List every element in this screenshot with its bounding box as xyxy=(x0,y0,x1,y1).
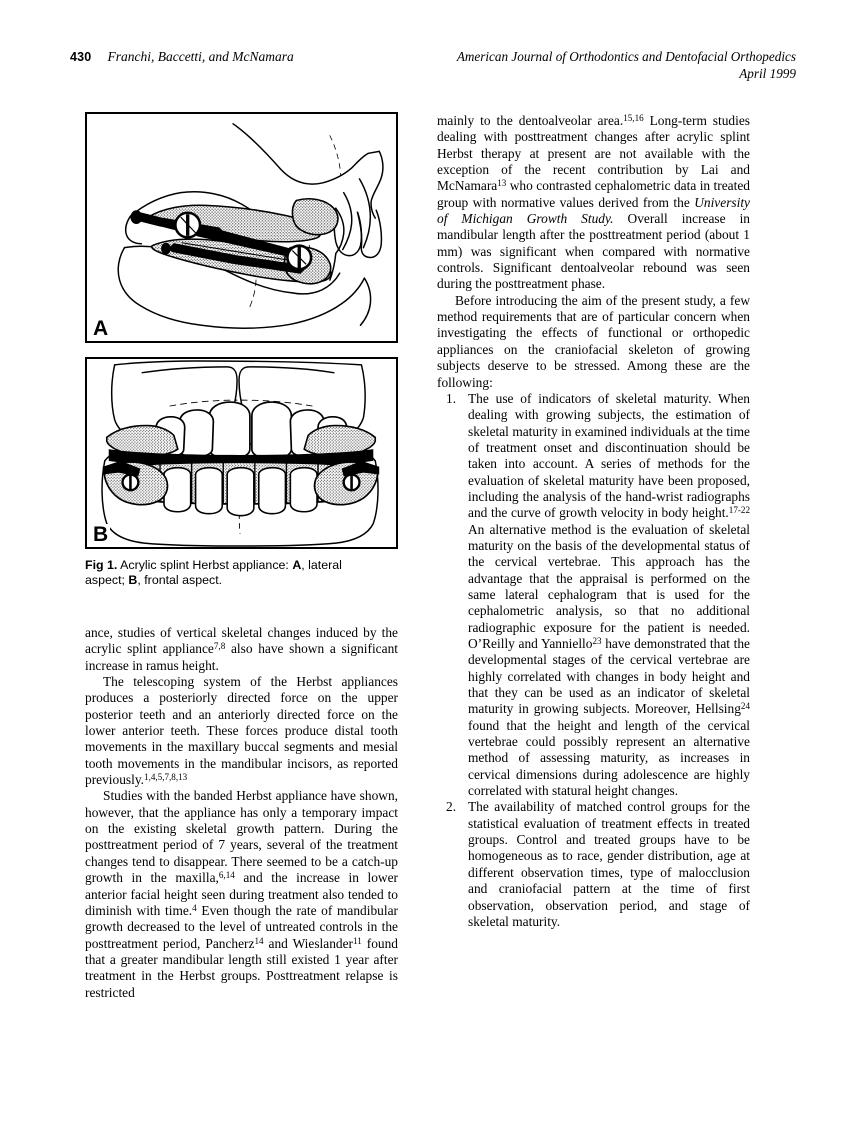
citation-ref: 23 xyxy=(592,636,602,646)
cited-study-title: University of Michigan Growth Study. xyxy=(437,194,750,227)
page-number: 430 xyxy=(70,50,92,64)
para-1-text: ance, studies of vertical skeletal changes induced by the acrylic splint appliance xyxy=(85,625,398,657)
list-item-number: 1. xyxy=(446,390,457,406)
issue-date: April 1999 xyxy=(739,66,796,81)
citation-ref: 1,4,5,7,8,13 xyxy=(144,772,188,783)
figure-panel-a xyxy=(85,112,398,343)
rpara-1-d: Overall increase in mandibular length after the posttreatment period (about 1 mm) was significant when compared with normative controls. Significant dentoalveolar rebound was seen during the posttreatment phase. xyxy=(437,211,750,292)
list-item-text-b: An alternative method is the evaluation of skeletal maturity on the basis of the developmental status of the cervical vertebrae. This approach has the advantage that the appraisal is performed on the same lateral cephalogram that is used for the cephalometric analysis, so that no additional radiographic exposure for the patient is needed. O’Reilly and Yanniello xyxy=(468,521,750,651)
para-3-text-b: and the increase in lower anterior facial height seen during treatment also tended to diminish with time. xyxy=(85,870,398,918)
citation-ref: 14 xyxy=(254,935,264,946)
citation-ref: 24 xyxy=(740,701,750,712)
paragraph-banded-herbst xyxy=(85,788,398,1000)
running-head-left xyxy=(70,48,294,66)
para-3-text-a: Studies with the banded Herbst appliance have shown, however, that the appliance has only a temporary impact on the existing skeletal growth pattern. During the posttreatment period of 7 years, several of the treatment changes tend to disappear. There seemed to be a catch-up growth in the maxilla, xyxy=(85,788,398,886)
citation-ref: 11 xyxy=(353,935,362,946)
list-item-text-d: found that the height and length of the cervical vertebrae could possibly represent an alternative method of assessing maturity, as increases in cervical dimensions during adolescence are highly correlated with statural height changes. xyxy=(468,717,750,799)
frontal-aspect-illustration xyxy=(87,359,396,547)
para-3-text-c: Even though the rate of mandibular growth decreased to the level of untreated controls in the posttreatment period, Pancherz xyxy=(85,902,398,951)
left-column xyxy=(85,625,398,1001)
figure-caption xyxy=(85,558,385,589)
para-3-text-d: and Wieslander xyxy=(263,935,354,951)
journal-title: American Journal of Orthodontics and Dentofacial Orthopedics xyxy=(456,49,796,64)
figure-caption-text-1: Acrylic splint Herbst appliance: xyxy=(120,558,289,572)
paragraph-method-requirements: Before introducing the aim of the present study, a few method requirements that are of particular concern when investigating the effects of functional or orthopedic appliances on the craniofacial skeleton of growing subjects deserve to be stressed. Among these are the following: xyxy=(437,292,750,390)
panel-a-letter: A xyxy=(93,317,109,340)
figure-caption-text-3: , frontal aspect. xyxy=(137,573,223,588)
list-item-text-c: have demonstrated that the developmental stages of the cervical vertebrae are highly correlated with changes in body height and that they can be used as an indicator of skeletal maturity in growing subjects. Moreover, Hellsing xyxy=(468,636,751,717)
figure-panel-b xyxy=(85,357,398,549)
right-column xyxy=(437,113,750,930)
paragraph-continued xyxy=(85,625,398,674)
figure-caption-part-b: B xyxy=(128,573,138,588)
list-item-number: 2. xyxy=(446,799,457,815)
lateral-aspect-illustration xyxy=(87,114,396,341)
panel-b-letter: B xyxy=(93,523,109,546)
paragraph-telescoping-system xyxy=(85,674,398,788)
list-item xyxy=(437,391,750,800)
citation-ref: 17-22 xyxy=(728,505,750,516)
rpara-1-b: Long-term studies dealing with posttreatment changes after acrylic splint Herbst therapy at present are not available with the exception of the recent contribution by Lai and McNamara xyxy=(437,113,750,194)
running-head-right xyxy=(457,48,796,82)
figure-caption-part-a: A xyxy=(292,558,302,572)
citation-ref: 4 xyxy=(192,902,197,913)
para-1-rest: also have shown a significant increase in ramus height. xyxy=(85,641,398,673)
running-head xyxy=(70,48,796,88)
figure-caption-label: Fig 1. xyxy=(85,558,118,572)
paragraph-dentoalveolar xyxy=(437,113,750,293)
list-item xyxy=(437,799,750,930)
para-3-text-e: found that a greater mandibular length still existed 1 year after treatment in the Herbst groups. Posttreatment relapse is restricted xyxy=(85,935,398,1000)
figure-1 xyxy=(85,112,398,589)
para-2-text: The telescoping system of the Herbst appliances produces a posteriorly directed force on the upper posterior teeth and an anteriorly directed force on the lower anterior teeth. These forces produce distal tooth movements in the maxillary buccal segments and mesial tooth movements in the mandibular incisors, as reported previously. xyxy=(85,674,398,788)
running-head-authors: Franchi, Baccetti, and McNamara xyxy=(107,49,294,64)
list-item-text-a: The use of indicators of skeletal maturity. When dealing with growing subjects, the estimation of skeletal maturity in examined individuals at the time of treatment onset and discontinuation should be taken into account. A series of methods for the evaluation of skeletal maturity have been proposed, including the analysis of the hand-wrist radiographs and the curve of growth velocity in body height. xyxy=(468,390,750,521)
citation-ref: 13 xyxy=(497,178,507,189)
citation-ref: 7,8 xyxy=(213,641,226,652)
list-item-text-a: The availability of matched control groups for the statistical evaluation of treatment effects in treated groups. Control and treated groups have to be homogeneous as to race, gender distribution, age at different observation times, type of malocclusion and craniofacial pattern at the time of first observation, observation period, and stage of skeletal maturity. xyxy=(468,799,750,929)
citation-ref: 15,16 xyxy=(623,113,644,123)
citation-ref: 6,14 xyxy=(218,870,235,881)
rpara-1-a: mainly to the dentoalveolar area. xyxy=(437,113,624,128)
rpara-1-c: who contrasted cephalometric data in treated group with normative values derived from the xyxy=(437,178,750,210)
method-requirements-list xyxy=(437,391,750,930)
figure-caption-text-2: , lateral aspect; xyxy=(85,558,342,588)
